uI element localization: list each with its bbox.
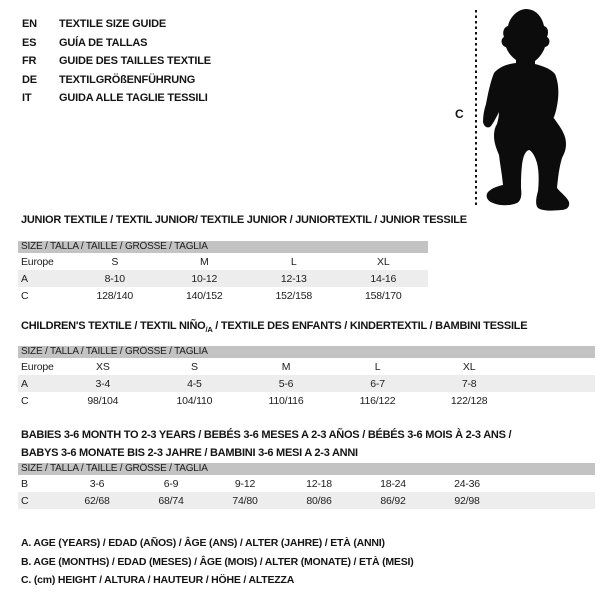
- row-label: Europe: [21, 255, 54, 268]
- size-cell: 80/86: [282, 492, 356, 509]
- measurement-legend: [21, 534, 414, 590]
- size-cell: 68/74: [134, 492, 208, 509]
- language-guide-block: [22, 15, 211, 108]
- size-cell: 8-10: [70, 270, 160, 287]
- row-label: Europe: [21, 360, 54, 373]
- size-header-bar: SIZE / TALLA / TAILLE / GRÖSSE / TAGLIA: [18, 346, 595, 358]
- size-cell: 4-5: [149, 375, 241, 392]
- size-cell: 152/158: [275, 289, 313, 302]
- language-label: TEXTILE SIZE GUIDE: [59, 18, 167, 30]
- size-cell: 62/68: [60, 492, 134, 509]
- size-cell: 140/152: [185, 289, 223, 302]
- table-row: [18, 392, 595, 409]
- size-cell: 12-13: [249, 270, 339, 287]
- babies-title-line2: BABYS 3-6 MONATE BIS 2-3 JAHRE / BAMBINI 3-6 MESI A 2-3 ANNI: [21, 447, 358, 459]
- size-cell: 122/128: [450, 394, 488, 407]
- size-cell: 92/98: [430, 492, 504, 509]
- table-row: [18, 358, 595, 375]
- size-cell: 158/170: [364, 289, 402, 302]
- size-cell: 7-8: [423, 375, 515, 392]
- row-label: A: [18, 270, 70, 287]
- babies-section-title: [21, 426, 511, 462]
- size-cell: 6-7: [332, 375, 424, 392]
- size-cell: L: [374, 360, 381, 373]
- size-cell: M: [199, 255, 209, 268]
- language-row-fr: [22, 52, 211, 71]
- table-row: [18, 287, 428, 304]
- language-code: IT: [22, 92, 32, 104]
- junior-size-table: [18, 241, 428, 304]
- size-cell: 3-4: [57, 375, 149, 392]
- size-cell: 98/104: [87, 394, 119, 407]
- language-code: ES: [22, 36, 37, 49]
- size-cell: 74/80: [208, 492, 282, 509]
- children-title-pre: CHILDREN'S TEXTILE / TEXTIL NIÑO: [21, 320, 206, 332]
- filler-cell: [504, 492, 595, 509]
- size-cell: 12-18: [306, 477, 332, 490]
- size-cell: 24-36: [454, 477, 480, 490]
- height-measure-label: C: [455, 107, 464, 121]
- filler-cell: [515, 392, 595, 409]
- size-cell: 116/122: [359, 394, 396, 407]
- row-label: C: [18, 492, 60, 509]
- table-row: [18, 375, 595, 392]
- language-code: EN: [22, 18, 37, 30]
- language-label: TEXTILGRÖßENFÜHRUNG: [59, 73, 196, 86]
- size-cell: 128/140: [96, 289, 134, 302]
- row-label: A: [18, 375, 57, 392]
- language-label: GUIDE DES TAILLES TEXTILE: [59, 55, 211, 67]
- babies-size-table: [18, 463, 595, 509]
- size-cell: S: [190, 360, 198, 373]
- row-label: B: [21, 477, 28, 490]
- table-row: [18, 492, 595, 509]
- toddler-silhouette-icon: [478, 6, 578, 212]
- table-row: [18, 253, 428, 270]
- language-label: GUÍA DE TALLAS: [59, 36, 148, 49]
- children-size-table: [18, 346, 595, 409]
- children-table: [18, 358, 595, 409]
- filler-cell: [515, 358, 595, 375]
- size-cell: M: [281, 360, 291, 373]
- size-cell: 3-6: [89, 477, 105, 490]
- children-section-title: [21, 319, 527, 337]
- junior-section-title: JUNIOR TEXTILE / TEXTIL JUNIOR/ TEXTILE JUNIOR / JUNIORTEXTIL / JUNIOR TESSILE: [21, 214, 467, 226]
- size-cell: 9-12: [234, 477, 256, 490]
- language-row-es: [22, 34, 211, 53]
- size-cell: 6-9: [163, 477, 179, 490]
- babies-table: [18, 475, 595, 509]
- size-cell: 110/116: [268, 394, 304, 407]
- size-cell: 18-24: [380, 477, 406, 490]
- size-cell: 14-16: [339, 270, 429, 287]
- children-title-post: / TEXTILE DES ENFANTS / KINDERTEXTIL / BAMBINI TESSILE: [212, 320, 528, 332]
- size-cell: 5-6: [240, 375, 332, 392]
- size-cell: 104/110: [176, 394, 213, 407]
- size-cell: S: [111, 255, 119, 268]
- row-label: C: [21, 289, 29, 302]
- size-cell: XL: [377, 255, 390, 268]
- language-row-en: [22, 15, 211, 34]
- filler-cell: [515, 375, 595, 392]
- size-header-bar: SIZE / TALLA / TAILLE / GRÖSSE / TAGLIA: [18, 241, 428, 253]
- language-code: FR: [22, 55, 37, 67]
- filler-cell: [504, 475, 595, 492]
- table-row: [18, 270, 428, 287]
- language-row-it: [22, 89, 211, 108]
- size-cell: XS: [96, 360, 110, 373]
- size-cell: 86/92: [356, 492, 430, 509]
- height-measure-dashed-line: [475, 10, 477, 207]
- babies-title-line1: BABIES 3-6 MONTH TO 2-3 YEARS / BEBÉS 3-6 MESES A 2-3 AÑOS / BÉBÉS 3-6 MOIS À 2-3 ANS /: [21, 429, 512, 441]
- language-row-de: [22, 71, 211, 90]
- size-header-bar: SIZE / TALLA / TAILLE / GRÖSSE / TAGLIA: [18, 463, 595, 475]
- size-cell: XL: [462, 360, 476, 373]
- size-cell: 10-12: [160, 270, 250, 287]
- legend-line-c: C. (cm) HEIGHT / ALTURA / HAUTEUR / HÖHE / ALTEZZA: [21, 574, 295, 587]
- table-row: [18, 475, 595, 492]
- language-code: DE: [22, 73, 37, 86]
- row-label: C: [21, 394, 29, 407]
- legend-line-b: B. AGE (MONTHS) / EDAD (MESES) / ÂGE (MOIS) / ALTER (MONATE) / ETÀ (MESI): [21, 555, 414, 568]
- size-cell: L: [290, 255, 297, 268]
- legend-line-a: A. AGE (YEARS) / EDAD (AÑOS) / ÂGE (ANS) / ALTER (JAHRE) / ETÀ (ANNI): [21, 537, 385, 549]
- junior-table: [18, 253, 428, 304]
- language-label: GUIDA ALLE TAGLIE TESSILI: [59, 92, 208, 104]
- children-title-subscript: /A: [205, 325, 213, 335]
